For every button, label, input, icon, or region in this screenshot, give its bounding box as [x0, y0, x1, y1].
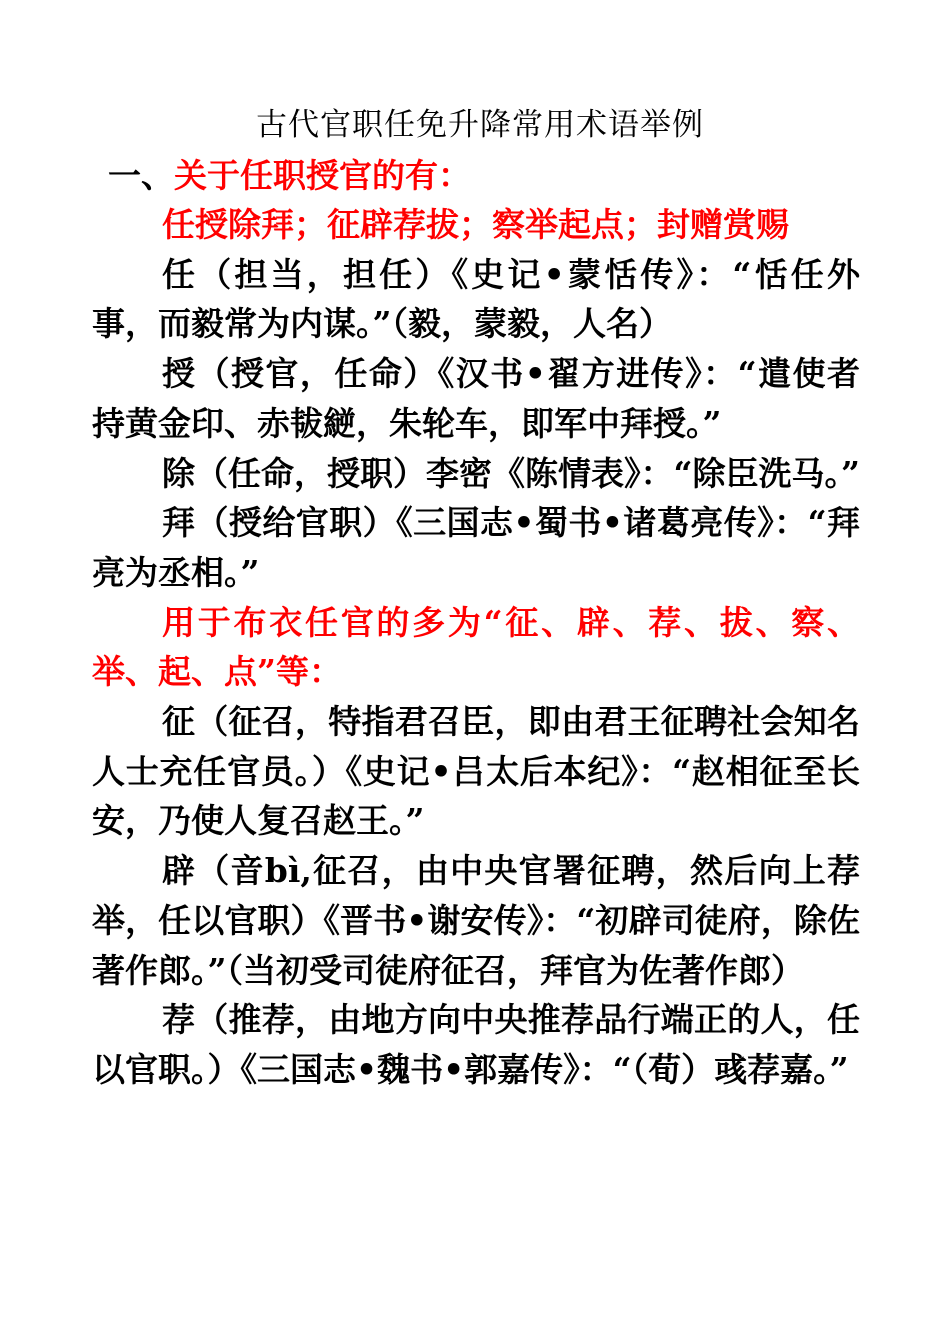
paragraph-chu: 除（任命，授职）李密《陈情表》：“除臣洗马。”	[162, 453, 860, 493]
section-number: 一、	[108, 156, 174, 195]
section-heading-text: 关于任职授官的有：	[174, 156, 471, 195]
paragraph-zheng: 征（征召，特指君召臣，即由君王征聘社会知名人士充任官员。）《史记•吕太后本纪》：“赵相征至长安，乃使人复召赵王。”	[92, 702, 860, 841]
section-heading	[108, 152, 471, 200]
paragraph-bai: 拜（授给官职）《三国志•蜀书•诸葛亮传》：“拜亮为丞相。”	[92, 503, 860, 592]
document-title: 古代官职任免升降常用术语举例	[256, 107, 704, 143]
paragraph-ren: 任（担当，担任）《史记•蒙恬传》：“恬任外事，而毅常为内谋。”（毅，蒙毅，人名）	[92, 254, 860, 344]
paragraph-bi: 辟（音bì,征召，由中央官署征聘，然后向上荐举，任以官职）《晋书•谢安传》：“初辟司徒府，除佐著作郎。”（当初受司徒府征召，拜官为佐著作郎）	[92, 851, 860, 990]
body-text	[92, 200, 860, 1095]
paragraph-jian: 荐（推荐，由地方向中央推荐品行端正的人，任以官职。）《三国志•魏书•郭嘉传》：“（荀）彧荐嘉。”	[92, 1000, 860, 1089]
paragraph-shou: 授（授官，任命）《汉书•翟方进传》：“遣使者持黄金印、赤韨縌，朱轮车，即军中拜授。”	[92, 354, 860, 443]
paragraph-summary: 任授除拜；征辟荐拔；察举起点；封赠赏赐	[162, 205, 789, 244]
paragraph-buyi: 用于布衣任官的多为“征、辟、荐、拔、察、举、起、点”等：	[92, 602, 860, 692]
